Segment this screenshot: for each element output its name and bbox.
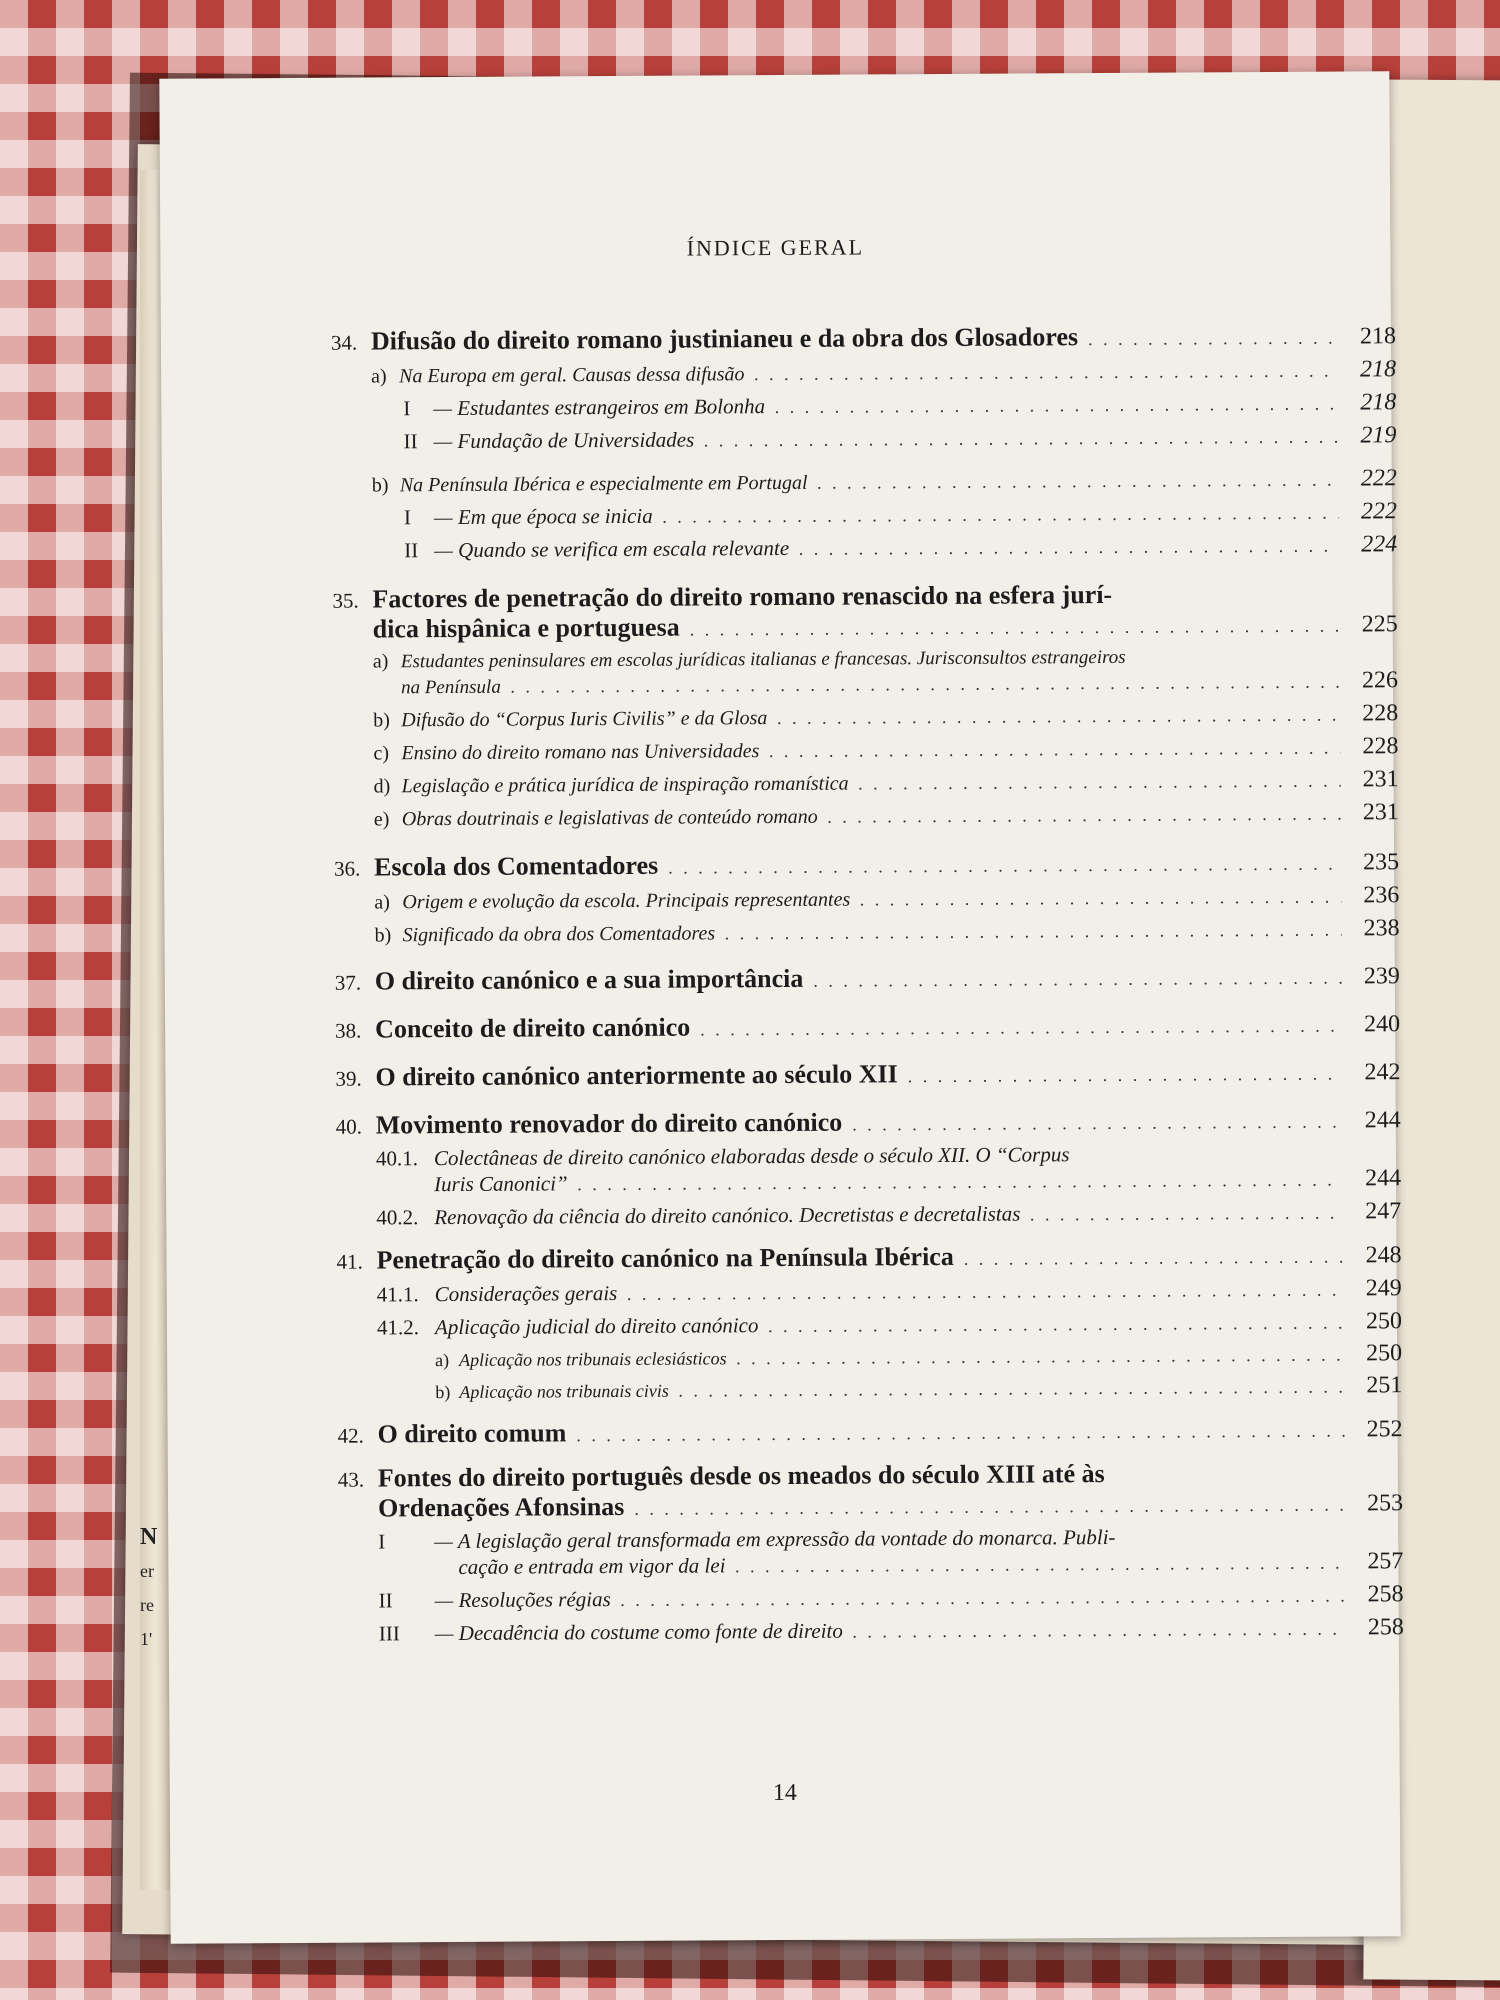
entry-label: II: [404, 538, 419, 563]
entry-label: 40.2.: [376, 1205, 419, 1230]
entry-number: 40.: [335, 1114, 363, 1139]
dot-leader: [679, 1377, 1345, 1402]
entry-title-line: Ordenações Afonsinas: [377, 1491, 625, 1523]
dot-leader: [690, 616, 1340, 641]
toc-entry-41-1: [337, 1275, 1402, 1309]
page-number: 226: [1361, 667, 1399, 694]
toc-entry-35d: [334, 766, 1399, 800]
page-number: 249: [1365, 1275, 1402, 1302]
toc-entry-34b-i: [332, 498, 1397, 532]
entry-label: 40.1.: [375, 1146, 418, 1171]
entry-title: Na Península Ibérica e especialmente em Portugal: [399, 471, 808, 497]
page-number: 240: [1364, 1011, 1401, 1038]
entry-title: Significado da obra dos Comentadores: [402, 922, 716, 947]
entry-title: Legislação e prática jurídica de inspiração romanística: [401, 772, 849, 798]
toc-entry-43-iii: [339, 1614, 1404, 1648]
entry-title: — Em que época se inicia: [433, 503, 653, 530]
page-number: 247: [1365, 1198, 1402, 1225]
dot-leader: [704, 427, 1338, 452]
dot-leader: [853, 1619, 1346, 1643]
entry-title: — Quando se verifica em escala relevante: [434, 535, 790, 563]
entry-label: b): [435, 1382, 451, 1403]
toc-entry-42: [338, 1413, 1403, 1450]
previous-page-sliver: [140, 1520, 162, 1750]
dot-leader: [668, 854, 1341, 879]
dot-leader: [634, 1495, 1345, 1520]
dot-leader: [737, 1345, 1345, 1370]
entry-title: Difusão do direito romano justinianeu e da obra dos Glosadores: [370, 322, 1079, 356]
dot-leader: [964, 1247, 1344, 1270]
entry-title: Ensino do direito romano nas Universidades: [401, 740, 760, 765]
entry-label: a): [372, 650, 389, 673]
page-number: 252: [1366, 1416, 1403, 1443]
entry-title: Origem e evolução da escola. Principais representantes: [402, 888, 851, 914]
entry-title: Renovação da ciência do direito canónico. Decretistas e decretalistas: [434, 1201, 1021, 1230]
entry-title: O direito canónico e a sua importância: [374, 963, 804, 996]
book-page: [159, 71, 1404, 1943]
entry-number: 41.: [336, 1249, 363, 1274]
sliver-text: N: [140, 1524, 158, 1550]
entry-title-line: Fontes do direito português desde os meados do século XIII até às: [377, 1459, 1105, 1493]
dot-leader: [754, 361, 1338, 386]
entry-label: II: [378, 1588, 393, 1613]
entry-title: Aplicação judicial do direito canónico: [434, 1313, 759, 1340]
entry-title-line: cação e entrada em vigor da lei: [458, 1553, 726, 1579]
running-head: ÍNDICE GERAL: [686, 234, 865, 261]
dot-leader: [663, 503, 1339, 528]
toc-entry-41: [336, 1239, 1401, 1276]
toc-entry-34b: [332, 465, 1397, 499]
dot-leader: [860, 887, 1341, 911]
entry-title: Conceito de direito canónico: [375, 1012, 691, 1044]
page-number: 250: [1365, 1308, 1403, 1335]
toc-entry-35e: [334, 799, 1399, 833]
dot-leader: [627, 1280, 1344, 1305]
toc-entry-35a: [333, 644, 1398, 701]
dot-leader: [769, 738, 1340, 762]
toc-entry-35: [332, 578, 1397, 645]
toc-entry-36a: [334, 882, 1399, 916]
dot-leader: [777, 705, 1340, 729]
page-number: 224: [1361, 531, 1398, 558]
toc-entry-36: [334, 846, 1399, 883]
page-number: 242: [1364, 1059, 1401, 1086]
entry-label: I: [378, 1529, 386, 1554]
page-number: 248: [1365, 1242, 1402, 1269]
dot-leader: [859, 771, 1341, 795]
entry-label: II: [403, 429, 418, 454]
page-number: 239: [1363, 963, 1400, 990]
entry-number: 42.: [337, 1423, 364, 1448]
page-number: 257: [1367, 1548, 1404, 1575]
toc-entry-43-i: [338, 1523, 1403, 1582]
dot-leader: [852, 1112, 1343, 1136]
toc-entry-36b: [334, 915, 1399, 949]
dot-leader: [799, 536, 1339, 560]
page-number: 231: [1362, 799, 1399, 826]
entry-number: 35.: [332, 588, 359, 613]
entry-label: b): [373, 709, 390, 732]
entry-number: 39.: [335, 1066, 362, 1091]
toc-entry-35b: [333, 700, 1398, 734]
dot-leader: [725, 920, 1342, 945]
entry-title-line: dica hispânica e portuguesa: [372, 612, 680, 644]
entry-title: Aplicação nos tribunais civis: [459, 1380, 669, 1402]
sliver-text: re: [140, 1595, 154, 1615]
entry-title: Obras doutrinais e legislativas de conteúdo romano: [401, 805, 818, 831]
entry-title-line: Iuris Canonici”: [433, 1171, 568, 1197]
page-number: 231: [1362, 766, 1399, 793]
dot-leader: [621, 1586, 1346, 1611]
page-number: 218: [1359, 323, 1396, 350]
entry-label: I: [403, 396, 411, 421]
toc-entry-39: [335, 1056, 1400, 1093]
page-number: 225: [1361, 611, 1398, 638]
entry-label: b): [374, 924, 392, 947]
dot-leader: [1088, 328, 1338, 351]
page-number: 228: [1362, 733, 1399, 760]
toc-entry-41-2a: [337, 1340, 1402, 1374]
dot-leader: [576, 1421, 1344, 1447]
dot-leader: [768, 1313, 1344, 1338]
entry-title: O direito comum: [377, 1418, 567, 1449]
entry-number: 43.: [337, 1467, 365, 1492]
page-number: 218: [1360, 356, 1397, 383]
dot-leader: [813, 968, 1342, 992]
entry-label: c): [373, 742, 390, 765]
page-number: 222: [1360, 498, 1398, 525]
entry-number: 36.: [334, 856, 361, 881]
page-number: 258: [1367, 1614, 1404, 1641]
entry-title: Escola dos Comentadores: [374, 850, 659, 882]
toc-entry-40-2: [336, 1198, 1401, 1232]
entry-title: Na Europa em geral. Causas dessa difusão: [399, 363, 745, 388]
toc-entry-38: [335, 1008, 1400, 1045]
dot-leader: [700, 1016, 1342, 1041]
entry-label: 41.1.: [376, 1282, 419, 1307]
entry-title-line: Estudantes peninsulares em escolas jurídicas italianas e francesas. Jurisconsultos estrangeiros: [400, 646, 1126, 673]
entry-title: Difusão do “Corpus Iuris Civilis” e da Glosa: [401, 707, 768, 732]
dot-leader: [775, 394, 1338, 418]
page-number: 228: [1362, 700, 1399, 727]
entry-title: — Estudantes estrangeiros em Bolonha: [433, 394, 766, 421]
entry-number: 34.: [330, 330, 358, 355]
dot-leader: [908, 1064, 1343, 1088]
dot-leader: [511, 672, 1340, 698]
entry-title-line: na Península: [400, 676, 501, 699]
dot-leader: [817, 470, 1338, 494]
page-number: 235: [1363, 849, 1400, 876]
page-number: 218: [1360, 389, 1397, 416]
toc-entry-41-2: [337, 1308, 1402, 1342]
page-number: 238: [1363, 915, 1400, 942]
toc-entry-40-1: [336, 1140, 1401, 1199]
toc-entry-43-ii: [339, 1581, 1404, 1615]
toc-entry-40: [336, 1104, 1401, 1141]
page-number: 250: [1366, 1340, 1403, 1367]
entry-title-line: — A legislação geral transformada em expressão da vontade do monarca. Publi-: [434, 1524, 1116, 1554]
entry-label: b): [371, 474, 389, 497]
entry-title: O direito canónico anteriormente ao século XII: [375, 1059, 898, 1092]
toc-entry-34a: [331, 356, 1396, 390]
page-number: 258: [1367, 1581, 1404, 1608]
page-number: 222: [1360, 465, 1397, 492]
entry-label: III: [378, 1621, 400, 1646]
entry-label: a): [371, 365, 387, 388]
entry-label: a): [435, 1350, 450, 1371]
entry-number: 37.: [334, 970, 362, 995]
dot-leader: [578, 1170, 1344, 1196]
page-number: 236: [1363, 882, 1400, 909]
entry-title: Considerações gerais: [434, 1280, 618, 1307]
entry-number: 38.: [335, 1018, 362, 1043]
sliver-text: 1': [140, 1629, 153, 1649]
entry-title: — Resoluções régias: [434, 1587, 611, 1613]
toc-entry-34: [331, 320, 1396, 357]
toc-entry-41-2b: [337, 1372, 1402, 1406]
entry-title: Aplicação nos tribunais eclesiásticos: [459, 1348, 727, 1370]
entry-title-line: Colectâneas de direito canónico elaboradas desde o século XII. O “Corpus: [433, 1142, 1070, 1171]
page-number: 251: [1366, 1372, 1403, 1399]
page-number: 244: [1364, 1165, 1402, 1192]
dot-leader: [828, 804, 1341, 828]
toc-entry-34a-i: [331, 389, 1396, 423]
toc-entry-37: [335, 960, 1400, 997]
page-number: 219: [1360, 422, 1397, 449]
toc-entry-35c: [333, 733, 1398, 767]
toc-entry-34a-ii: [331, 422, 1396, 456]
dot-leader: [1030, 1203, 1343, 1226]
table-of-contents: [331, 306, 1404, 1647]
sliver-text: er: [140, 1561, 154, 1581]
entry-title: Movimento renovador do direito canónico: [375, 1107, 843, 1140]
page-number: 253: [1366, 1490, 1404, 1517]
toc-entry-34b-ii: [332, 531, 1397, 565]
toc-entry-43: [338, 1457, 1403, 1524]
entry-title: Penetração do direito canónico na Península Ibérica: [376, 1241, 954, 1275]
entry-label: I: [403, 505, 412, 530]
dot-leader: [735, 1553, 1345, 1578]
entry-title: — Fundação de Universidades: [433, 427, 695, 454]
entry-label: d): [373, 775, 391, 798]
entry-label: a): [374, 891, 390, 914]
entry-label: e): [373, 808, 390, 831]
page-number: 244: [1364, 1107, 1401, 1134]
entry-label: 41.2.: [376, 1315, 420, 1340]
entry-title: — Decadência do costume como fonte de direito: [434, 1618, 843, 1646]
page-folio: 14: [772, 1779, 797, 1807]
entry-title-line: Factores de penetração do direito romano renascido na esfera jurí-: [372, 579, 1113, 614]
